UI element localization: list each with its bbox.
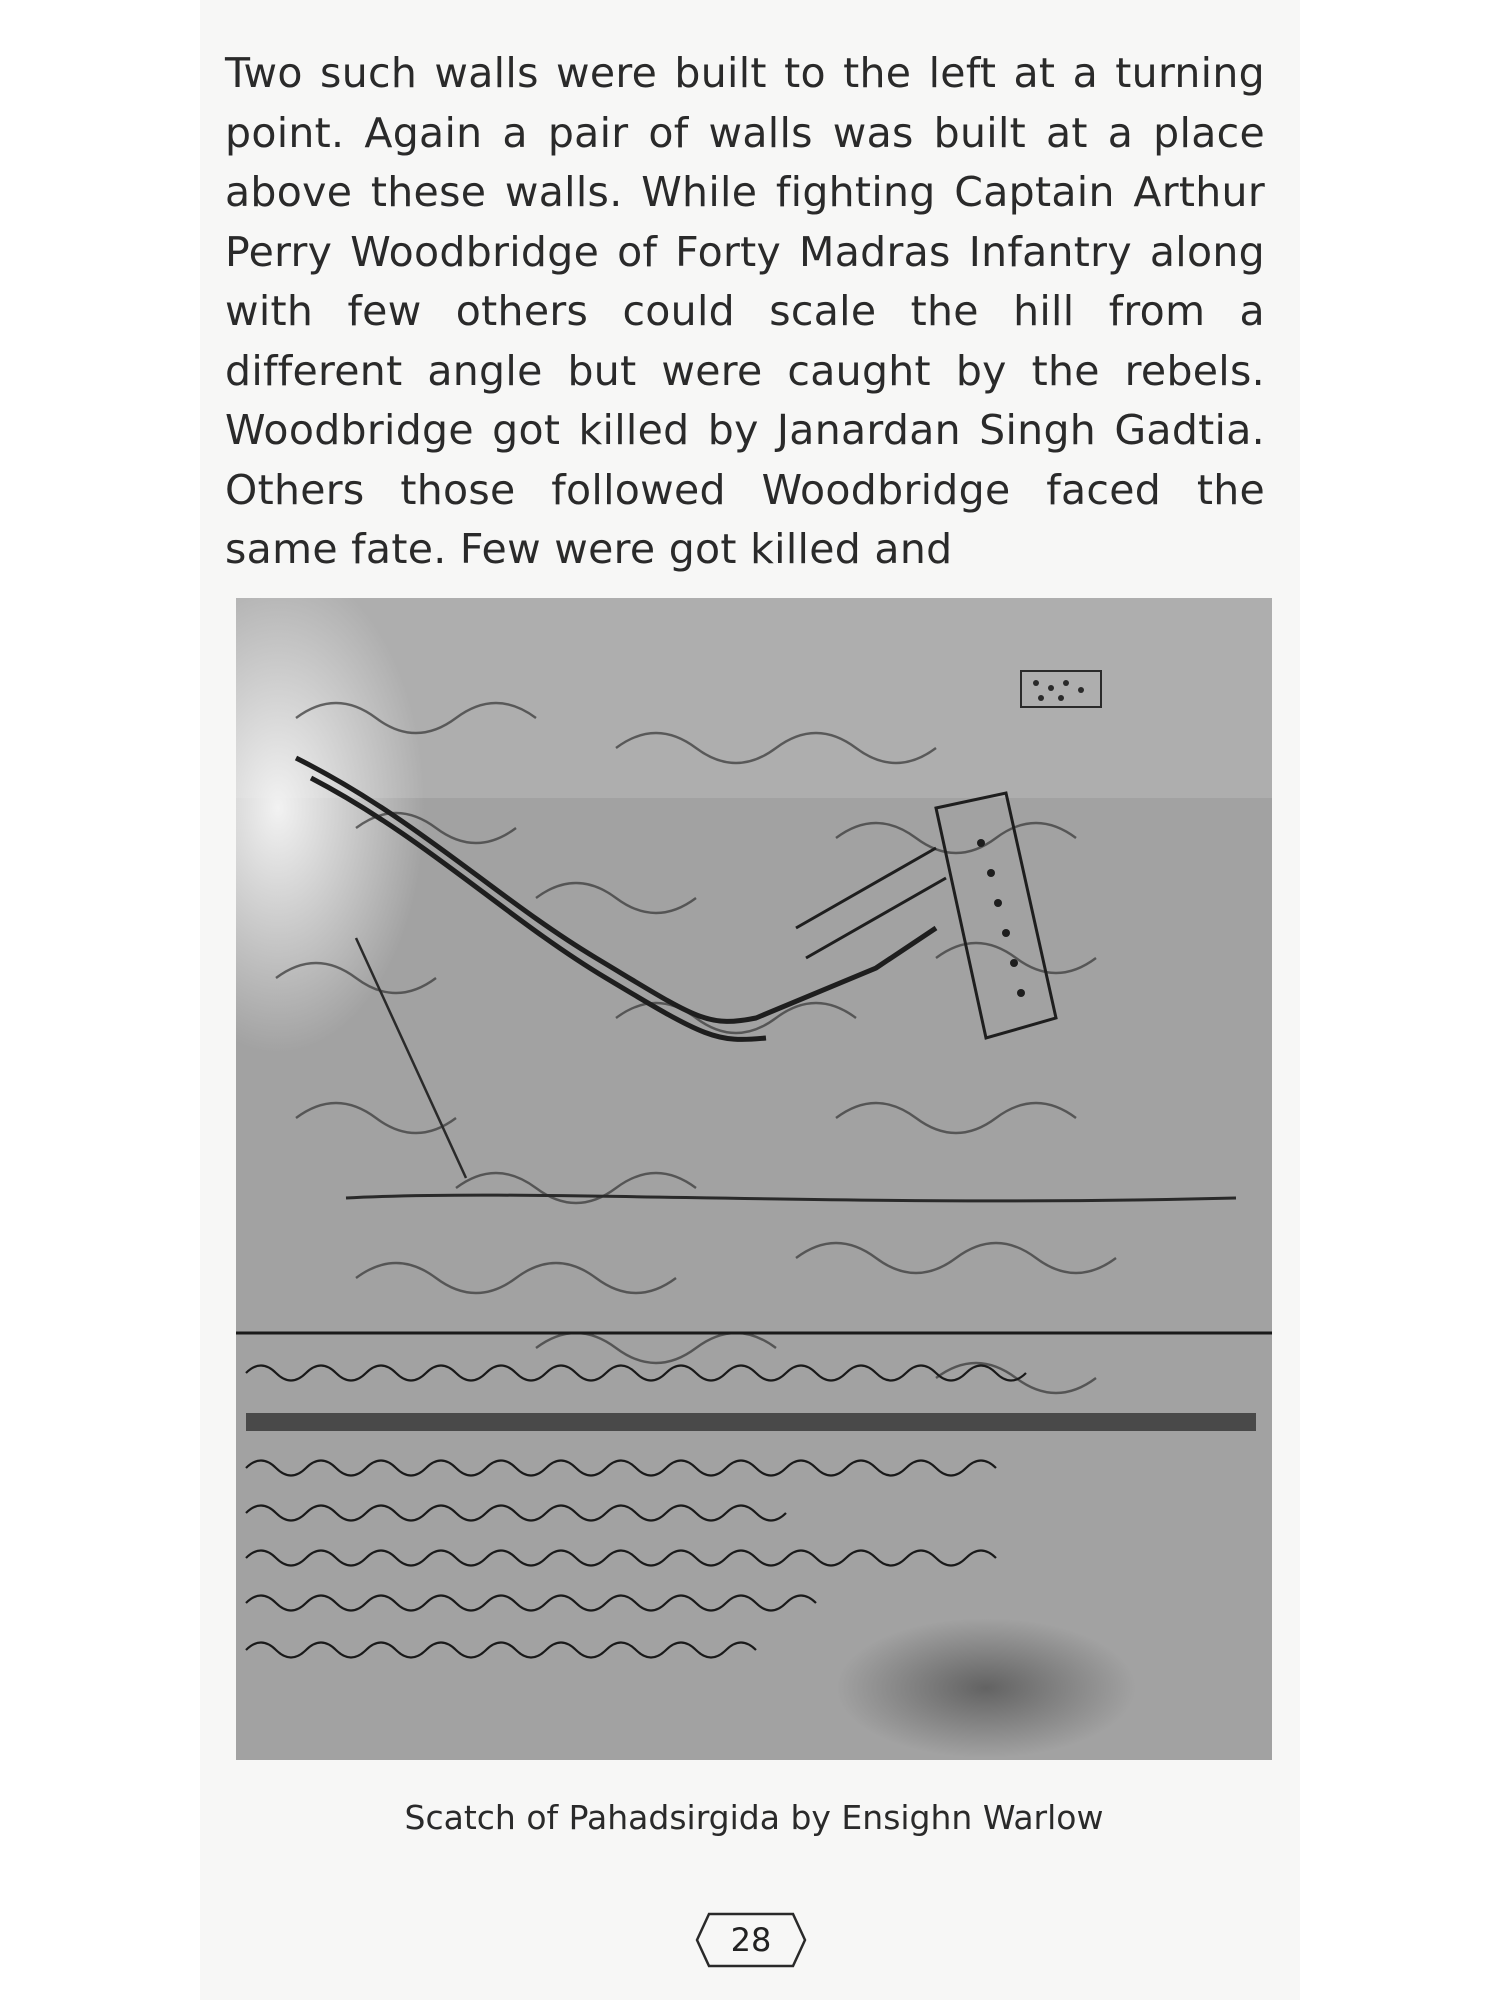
legend-dark-band — [246, 1413, 1256, 1431]
historical-sketch-image — [236, 598, 1272, 1760]
page-margin-left — [0, 0, 200, 2000]
page-margin-right — [1300, 0, 1500, 2000]
body-paragraph: Two such walls were built to the left at a turning point. Again a pair of walls was built at a place above these walls. While fighting Captain Arthur Perry Woodbridge of Forty Madras Infantry along with few others could scale the hill from a different angle but were caught by the rebels. Woodbridge got killed by Janardan Singh Gadtia. Others those followed Woodbridge faced the same fate. Few were got killed and — [225, 49, 1265, 573]
page-number-badge — [695, 1912, 807, 1968]
sketch-drawing — [236, 598, 1272, 1760]
page-number: 28 — [730, 1921, 772, 1959]
figure-caption: Scatch of Pahadsirgida by Ensighn Warlow — [404, 1798, 1104, 1837]
